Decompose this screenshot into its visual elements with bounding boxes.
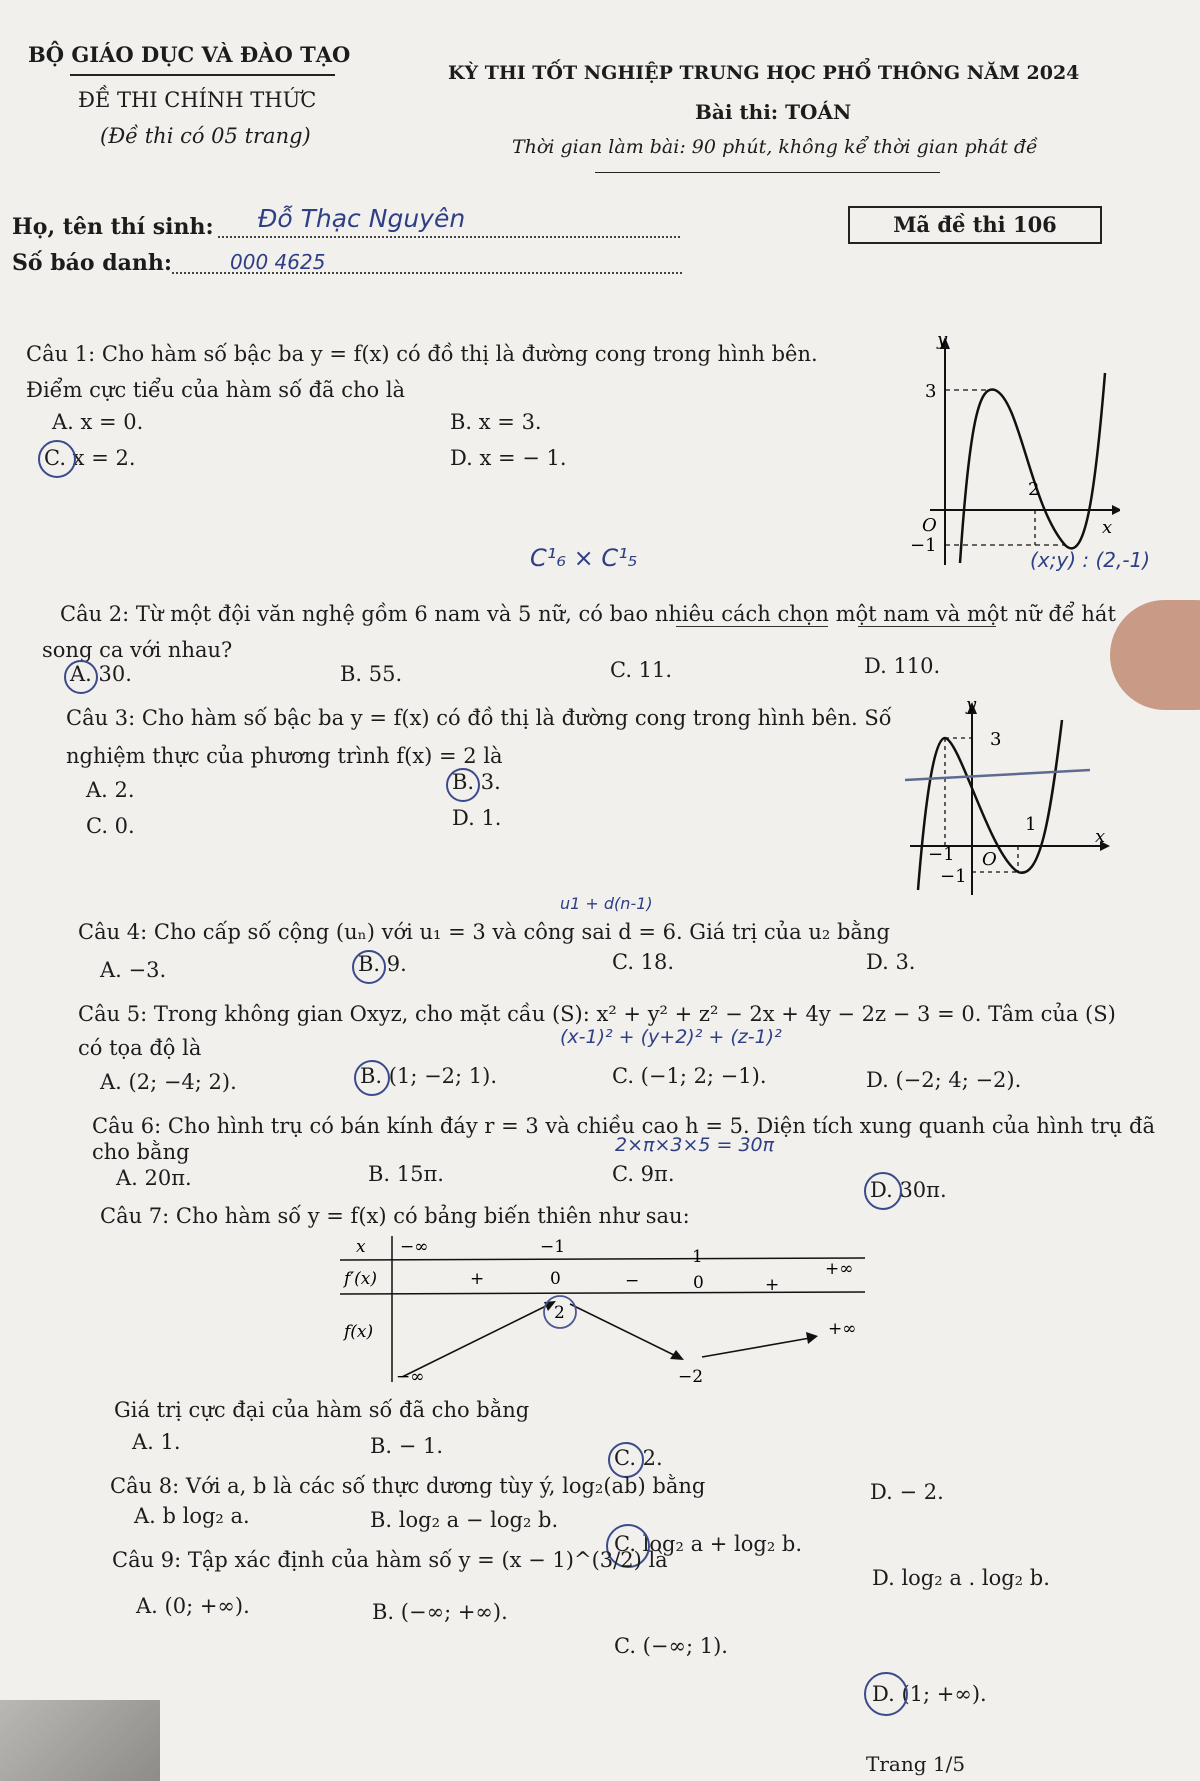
q4-option-d: D. 3. bbox=[866, 950, 916, 974]
q2-underline-1 bbox=[676, 626, 828, 627]
exam-code: Mã đề thi 106 bbox=[848, 206, 1102, 244]
q7-table-zero-1: 0 bbox=[550, 1269, 561, 1289]
q6-option-d: D. 30π. bbox=[870, 1178, 947, 1202]
q3-graph bbox=[890, 700, 1115, 900]
q9-option-a: A. (0; +∞). bbox=[136, 1594, 250, 1618]
q7-table-f-max: 2 bbox=[554, 1303, 565, 1323]
q4-option-b: B. 9. bbox=[358, 952, 407, 976]
q7-table-x-neg-inf: −∞ bbox=[400, 1237, 429, 1257]
q1-answer-circle bbox=[38, 440, 76, 478]
q7-table-f-label: f(x) bbox=[344, 1322, 374, 1342]
q3-option-d: D. 1. bbox=[452, 806, 502, 830]
q1-option-b: B. x = 3. bbox=[450, 410, 542, 434]
q8-stem: Câu 8: Với a, b là các số thực dương tùy ý, log₂(ab) bằng bbox=[110, 1474, 706, 1498]
q3-graph-tick-3: 3 bbox=[990, 729, 1002, 750]
q4-option-c: C. 18. bbox=[612, 950, 675, 974]
q7-table-x-1: 1 bbox=[692, 1247, 703, 1267]
exam-title: KỲ THI TỐT NGHIỆP TRUNG HỌC PHỔ THÔNG NĂM 2024 bbox=[448, 62, 1080, 84]
q2-stem-line1: Câu 2: Từ một đội văn nghệ gồm 6 nam và 5 nữ, có bao nhiêu cách chọn một nam và một nữ để hát bbox=[60, 602, 1116, 626]
q1-option-c: C. x = 2. bbox=[44, 446, 136, 470]
q7-variation-table bbox=[340, 1232, 880, 1402]
q5-answer-circle bbox=[354, 1060, 390, 1096]
q3-stem-line1: Câu 3: Cho hàm số bậc ba y = f(x) có đồ thị là đường cong trong hình bên. Số bbox=[66, 706, 892, 730]
title-rule bbox=[595, 172, 940, 173]
q5-option-c: C. (−1; 2; −1). bbox=[612, 1064, 767, 1088]
q5-scratch: (x-1)² + (y+2)² + (z-1)² bbox=[560, 1026, 782, 1048]
id-label: Số báo danh: bbox=[12, 250, 172, 276]
q7-table-x-label: x bbox=[356, 1237, 366, 1257]
q6-answer-circle bbox=[864, 1172, 902, 1210]
q7-option-b: B. − 1. bbox=[370, 1434, 444, 1458]
candidate-name: Đỗ Thạc Nguyên bbox=[258, 204, 466, 233]
q2-option-d: D. 110. bbox=[864, 654, 941, 678]
q6-option-b: B. 15π. bbox=[368, 1162, 444, 1186]
q3-graph-origin: O bbox=[982, 849, 997, 870]
q1-handwritten-note: (x;y) : (2,-1) bbox=[1030, 548, 1151, 572]
q3-graph-tick-m1y: −1 bbox=[940, 866, 967, 887]
q6-option-a: A. 20π. bbox=[116, 1166, 192, 1190]
candidate-id: 000 4625 bbox=[230, 250, 326, 274]
q6-option-c: C. 9π. bbox=[612, 1162, 675, 1186]
q4-option-a: A. −3. bbox=[100, 958, 167, 982]
q1-graph-tick-3: 3 bbox=[925, 381, 937, 402]
q4-scratch-formula: u1 + d(n-1) bbox=[560, 894, 653, 913]
q9-option-b: B. (−∞; +∞). bbox=[372, 1600, 508, 1624]
q1-graph-tick-2: 2 bbox=[1028, 479, 1040, 500]
q3-option-c: C. 0. bbox=[86, 814, 135, 838]
header-rule bbox=[70, 74, 335, 76]
q3-graph-tick-1: 1 bbox=[1025, 814, 1037, 835]
name-dots bbox=[218, 236, 680, 238]
q3-option-b: B. 3. bbox=[452, 770, 501, 794]
q5-option-d: D. (−2; 4; −2). bbox=[866, 1068, 1022, 1092]
q7-option-a: A. 1. bbox=[132, 1430, 181, 1454]
q6-scratch: 2×π×3×5 = 30π bbox=[615, 1134, 775, 1156]
q2-option-c: C. 11. bbox=[610, 658, 673, 682]
q7-table-x-m1: −1 bbox=[540, 1237, 566, 1257]
q4-answer-circle bbox=[352, 950, 386, 984]
q7-stem: Câu 7: Cho hàm số y = f(x) có bảng biến thiên như sau: bbox=[100, 1204, 690, 1228]
q9-answer-circle bbox=[864, 1672, 908, 1716]
q8-option-b: B. log₂ a − log₂ b. bbox=[370, 1508, 559, 1532]
page-number: Trang 1/5 bbox=[866, 1752, 966, 1776]
q3-graph-y-label: y bbox=[966, 700, 977, 715]
q8-option-d: D. log₂ a . log₂ b. bbox=[872, 1566, 1050, 1590]
q1-graph-origin: O bbox=[922, 515, 937, 536]
q7-table-sign-3: + bbox=[765, 1275, 780, 1295]
q2-option-a: A. 30. bbox=[70, 662, 132, 686]
q8-option-c: C. log₂ a + log₂ b. bbox=[614, 1532, 803, 1556]
q7-table-f-min: −2 bbox=[678, 1367, 704, 1387]
exam-type: ĐỀ THI CHÍNH THỨC bbox=[78, 88, 317, 112]
q3-graph-tick-m1x: −1 bbox=[928, 844, 955, 865]
q3-answer-circle bbox=[446, 768, 480, 802]
q1-stem-line1: Câu 1: Cho hàm số bậc ba y = f(x) có đồ thị là đường cong trong hình bên. bbox=[26, 342, 818, 366]
q7-table-zero-2: 0 bbox=[693, 1273, 704, 1293]
q6-stem-line1: Câu 6: Cho hình trụ có bán kính đáy r = 3 và chiều cao h = 5. Diện tích xung quanh của hình trụ đã bbox=[92, 1114, 1155, 1138]
q3-graph-x-label: x bbox=[1095, 826, 1106, 847]
name-label: Họ, tên thí sinh: bbox=[12, 214, 214, 240]
q7-table-f-pos-inf: +∞ bbox=[828, 1319, 857, 1339]
time-note: Thời gian làm bài: 90 phút, không kể thời gian phát đề bbox=[512, 136, 1038, 158]
ministry-name: BỘ GIÁO DỤC VÀ ĐÀO TẠO bbox=[28, 42, 351, 67]
q7-table-sign-2: − bbox=[625, 1271, 640, 1291]
q1-option-d: D. x = − 1. bbox=[450, 446, 567, 470]
q2-stem-line2: song ca với nhau? bbox=[42, 638, 233, 662]
q2-scratch-combination: C¹₆ × C¹₅ bbox=[530, 544, 638, 572]
q7-table-fprime-label: f′(x) bbox=[344, 1269, 378, 1289]
q1-graph-y-label: y bbox=[937, 335, 948, 350]
q7-table-x-pos-inf: +∞ bbox=[825, 1259, 854, 1279]
q7-option-d: D. − 2. bbox=[870, 1480, 944, 1504]
q4-stem: Câu 4: Cho cấp số cộng (uₙ) với u₁ = 3 và công sai d = 6. Giá trị của u₂ bằng bbox=[78, 920, 890, 944]
q3-stem-line2: nghiệm thực của phương trình f(x) = 2 là bbox=[66, 744, 503, 768]
q1-stem-line2: Điểm cực tiểu của hàm số đã cho là bbox=[26, 378, 406, 402]
q1-graph bbox=[900, 335, 1120, 575]
q2-underline-2 bbox=[858, 626, 996, 627]
pages-note: (Đề thi có 05 trang) bbox=[100, 124, 311, 148]
q6-stem-line2: cho bằng bbox=[92, 1140, 190, 1164]
q3-option-a: A. 2. bbox=[86, 778, 135, 802]
q1-graph-x-label: x bbox=[1102, 517, 1113, 538]
q7-option-c: C. 2. bbox=[614, 1446, 663, 1470]
q8-option-a: A. b log₂ a. bbox=[134, 1504, 250, 1528]
q2-answer-circle bbox=[64, 660, 98, 694]
finger-image bbox=[1110, 600, 1200, 710]
q2-option-b: B. 55. bbox=[340, 662, 403, 686]
q5-option-b: B. (1; −2; 1). bbox=[360, 1064, 498, 1088]
q5-stem-line1: Câu 5: Trong không gian Oxyz, cho mặt cầu (S): x² + y² + z² − 2x + 4y − 2z − 3 = 0. Tâm của (S) bbox=[78, 1002, 1116, 1026]
q9-option-d: D. (1; +∞). bbox=[872, 1682, 987, 1706]
corner-shadow bbox=[0, 1700, 160, 1781]
q9-stem: Câu 9: Tập xác định của hàm số y = (x − 1)^(3/2) là bbox=[112, 1548, 668, 1572]
q7-table-f-neg-inf: −∞ bbox=[396, 1367, 425, 1387]
q1-option-a: A. x = 0. bbox=[52, 410, 144, 434]
q7-answer-circle bbox=[608, 1442, 644, 1478]
q5-stem-line2: có tọa độ là bbox=[78, 1036, 202, 1060]
q1-graph-tick-m1: −1 bbox=[910, 535, 937, 556]
q9-option-c: C. (−∞; 1). bbox=[614, 1634, 728, 1658]
q7-table-sign-1: + bbox=[470, 1269, 485, 1289]
q5-option-a: A. (2; −4; 2). bbox=[100, 1070, 237, 1094]
subject: Bài thi: TOÁN bbox=[695, 100, 852, 124]
q7-question: Giá trị cực đại của hàm số đã cho bằng bbox=[114, 1398, 530, 1422]
